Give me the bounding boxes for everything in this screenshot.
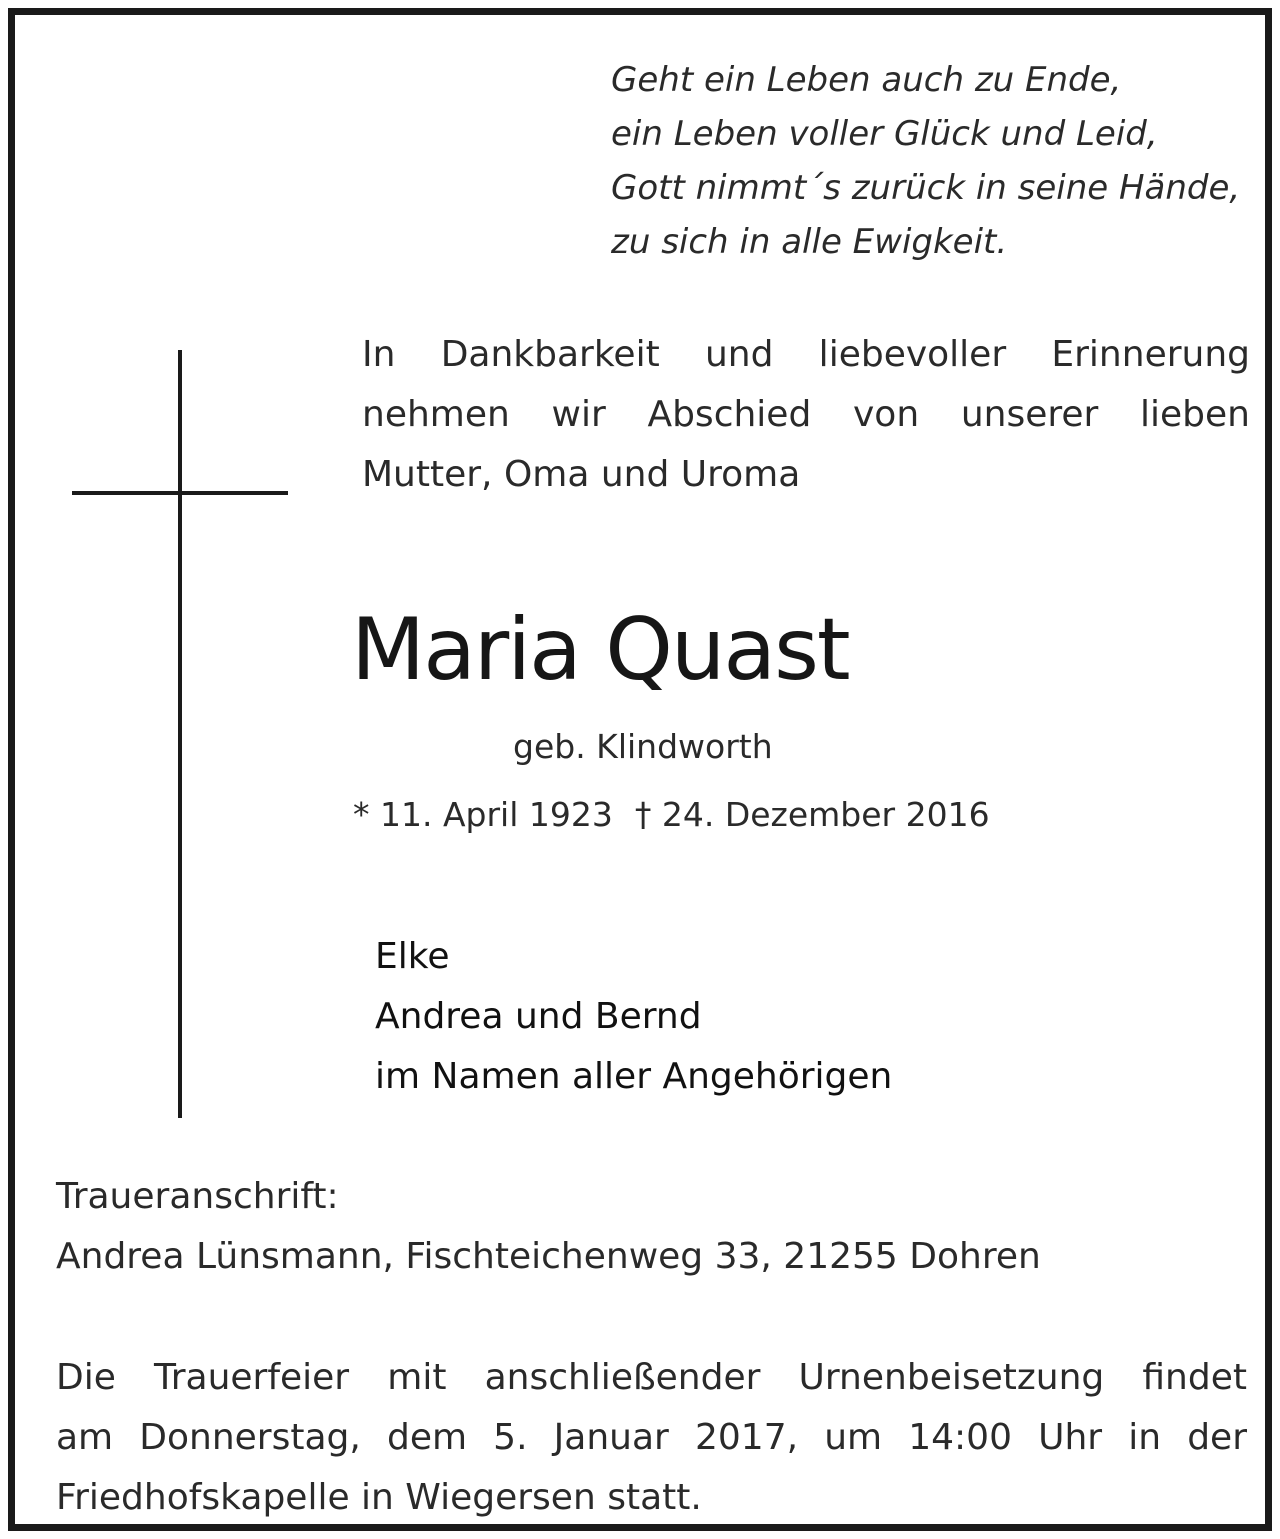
born-name: geb. Klindworth <box>513 727 773 766</box>
family-line: Elke <box>375 936 450 977</box>
family-line: im Namen aller Angehörigen <box>375 1056 893 1097</box>
poem-line: zu sich in alle Ewigkeit. <box>611 222 1008 262</box>
obituary-frame <box>8 8 1272 1531</box>
birth-date: * 11. April 1923 <box>353 795 613 834</box>
service-line: Die Trauerfeier mit anschließender Urnenbeisetzung findet <box>56 1357 1247 1398</box>
service-line: Friedhofskapelle in Wiegersen statt. <box>56 1477 702 1518</box>
mourning-address <box>56 1167 1041 1287</box>
family-line: Andrea und Bernd <box>375 996 702 1037</box>
life-dates <box>353 789 990 841</box>
cross-icon <box>178 350 182 1118</box>
cross-icon-bar <box>72 491 288 495</box>
family-signatures <box>375 927 892 1107</box>
intro-text <box>362 325 1250 505</box>
intro-line: Mutter, Oma und Uroma <box>362 454 801 495</box>
poem <box>611 53 1240 269</box>
intro-line: nehmen wir Abschied von unserer lieben <box>362 394 1250 435</box>
service-line: am Donnerstag, dem 5. Januar 2017, um 14:00 Uhr in der <box>56 1417 1247 1458</box>
death-date: † 24. Dezember 2016 <box>634 795 990 834</box>
address-label: Traueranschrift: <box>56 1176 339 1217</box>
poem-line: Gott nimmt´s zurück in seine Hände, <box>611 168 1241 208</box>
service-info <box>56 1348 1247 1528</box>
intro-line: In Dankbarkeit und liebevoller Erinnerung <box>362 334 1250 375</box>
poem-line: ein Leben voller Glück und Leid, <box>611 114 1158 154</box>
address-value: Andrea Lünsmann, Fischteichenweg 33, 21255 Dohren <box>56 1236 1041 1277</box>
deceased-name: Maria Quast <box>351 600 849 700</box>
poem-line: Geht ein Leben auch zu Ende, <box>611 60 1122 100</box>
